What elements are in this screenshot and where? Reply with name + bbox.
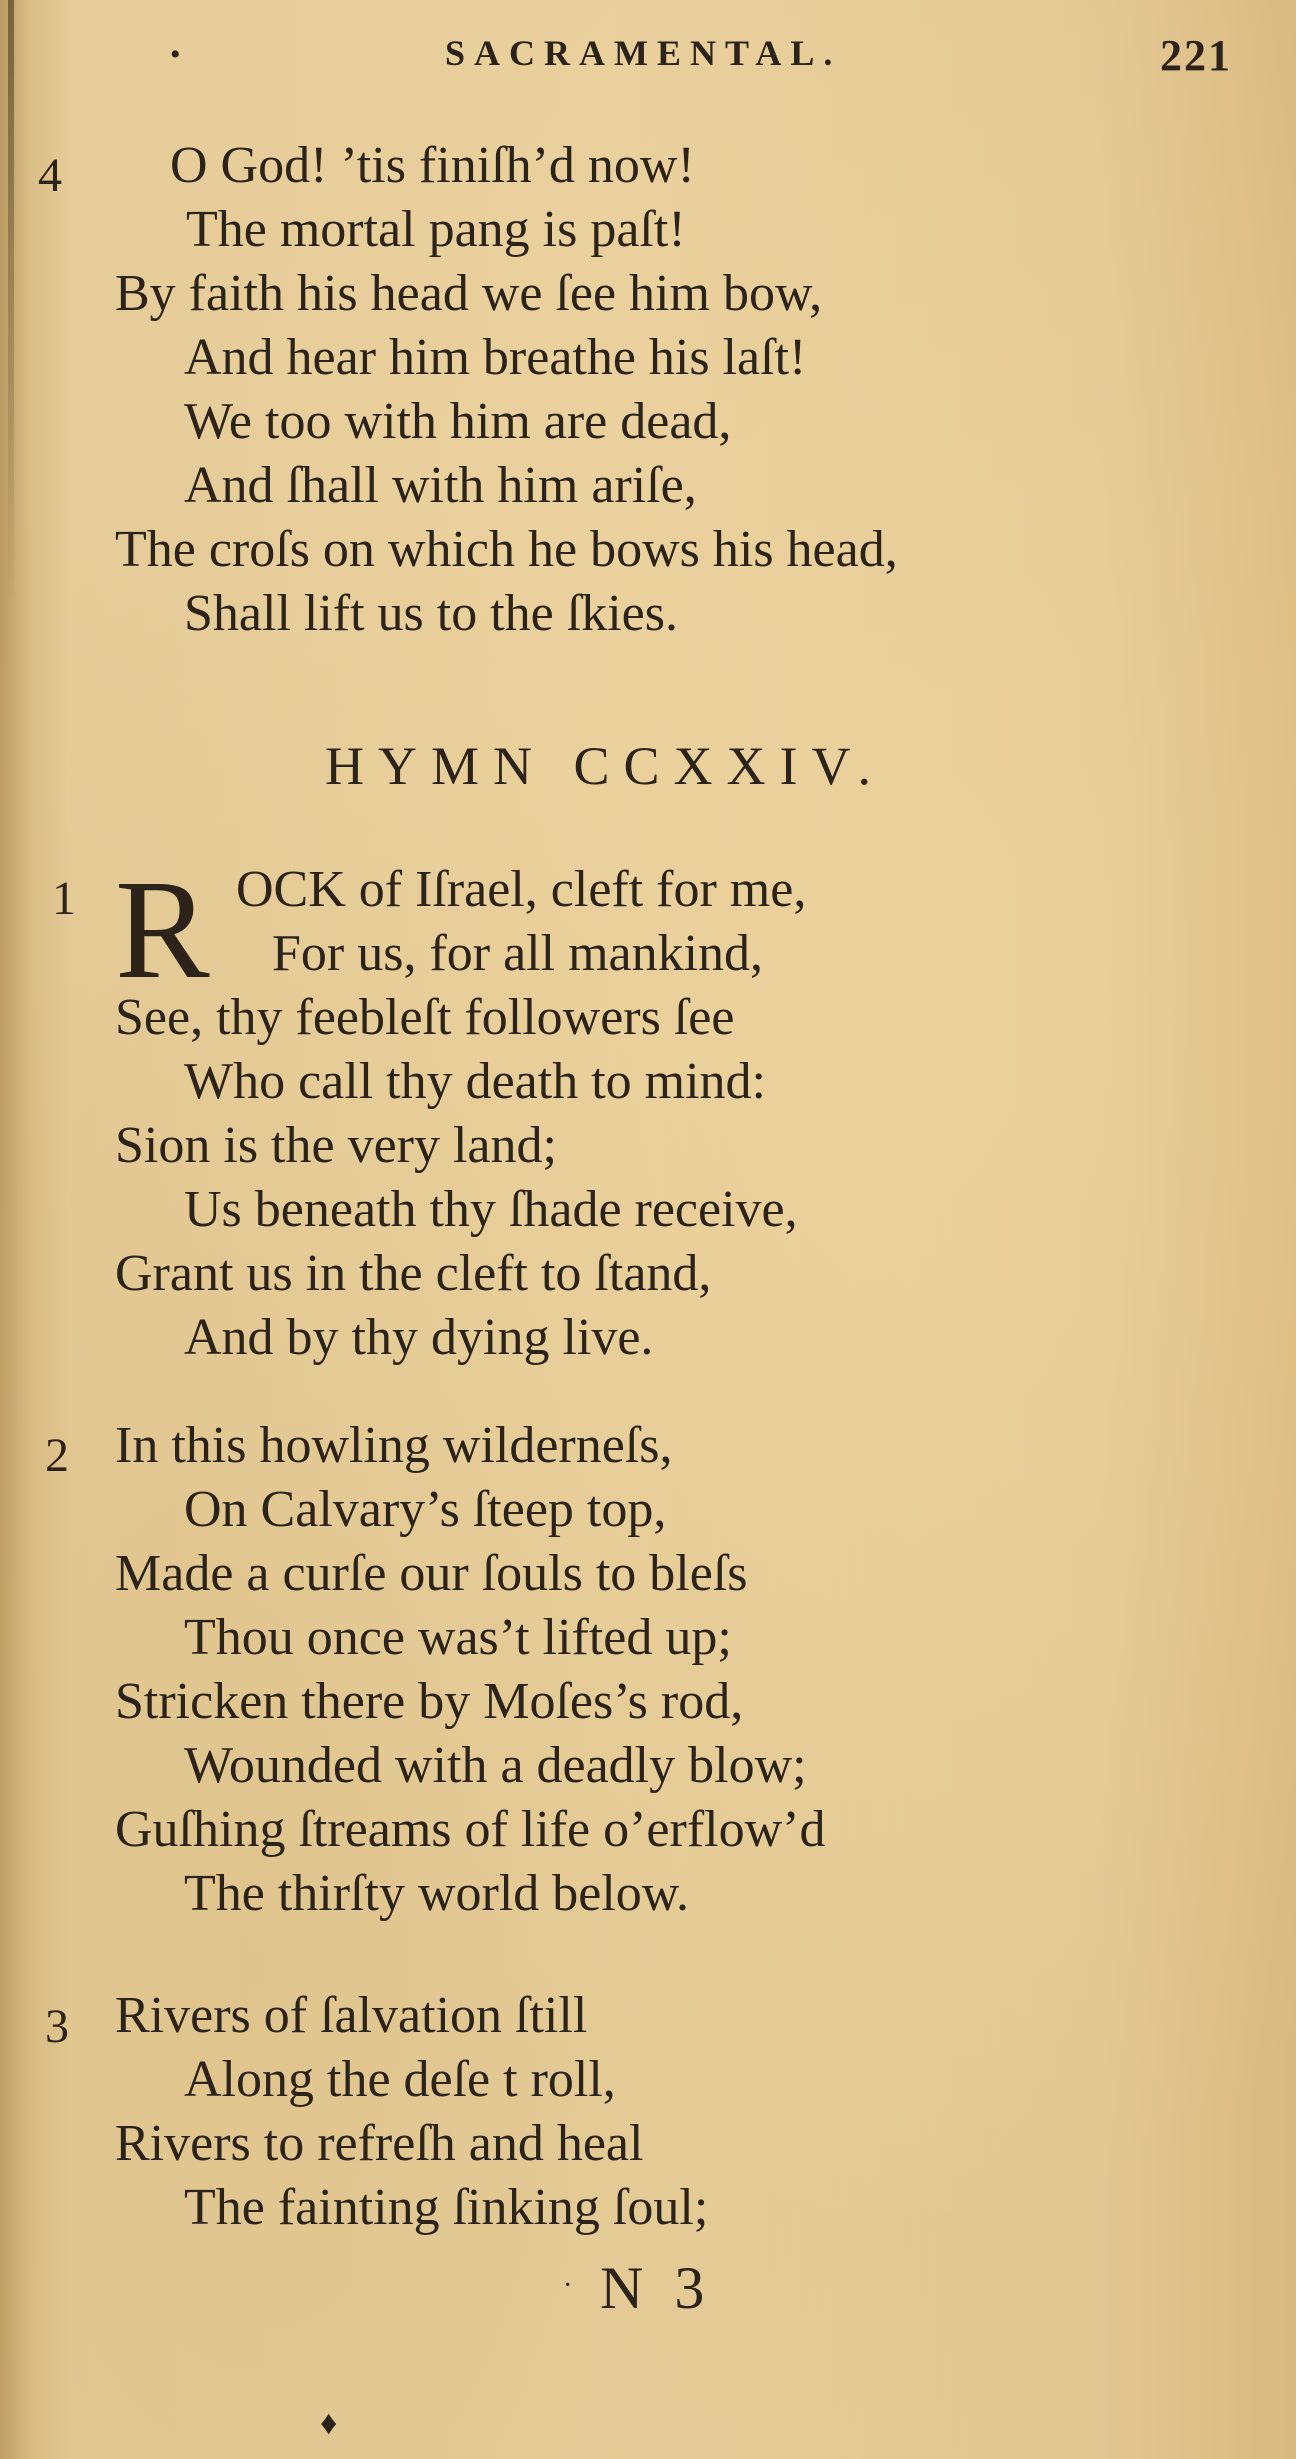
- page-number: 221: [1160, 31, 1232, 80]
- verse-line: Guſhing ſtreams of life o’erflow’d: [115, 1801, 826, 1858]
- running-head: SACRAMENTAL.: [445, 33, 842, 73]
- verse-line: Shall lift us to the ſkies.: [184, 585, 678, 642]
- stanza-number: 3: [45, 2000, 69, 2053]
- verse-line: O God! ’tis finiſh’d now!: [170, 137, 695, 194]
- verse-line: The fainting ſinking ſoul;: [184, 2179, 709, 2236]
- stanza-number: 2: [45, 1429, 69, 1482]
- verse-line: The croſs on which he bows his head,: [115, 521, 898, 578]
- verse-line: Wounded with a deadly blow;: [184, 1737, 807, 1794]
- verse-line: Sion is the very land;: [115, 1117, 557, 1174]
- verse-line: Made a curſe our ſouls to bleſs: [115, 1545, 748, 1602]
- stanza-number: 4: [38, 149, 62, 202]
- verse-line: Grant us in the cleft to ſtand,: [115, 1245, 712, 1302]
- verse-line: Stricken there by Moſes’s rod,: [115, 1673, 744, 1730]
- hymn-title: HYMN CCXXIV.: [325, 736, 886, 796]
- verse-line: See, thy feebleſt followers ſee: [115, 989, 735, 1046]
- verse-line: And by thy dying live.: [184, 1309, 654, 1366]
- footer-dot: ·: [563, 2270, 573, 2301]
- verse-line: On Calvary’s ſteep top,: [184, 1481, 667, 1538]
- verse-line: And hear him breathe his laſt!: [184, 329, 807, 386]
- verse-line: We too with him are dead,: [184, 393, 732, 450]
- verse-line: Along the deſe t roll,: [184, 2051, 616, 2108]
- verse-line: In this howling wilderneſs,: [115, 1417, 673, 1474]
- verse-line: Rivers to refreſh and heal: [115, 2115, 644, 2172]
- header-dot-mark: •: [170, 38, 181, 71]
- verse-line: The thirſty world below.: [184, 1865, 689, 1922]
- verse-line: OCK of Iſrael, cleft for me,: [236, 861, 807, 918]
- verse-line: Us beneath thy ſhade receive,: [184, 1181, 798, 1238]
- page-gutter-shadow: [8, 0, 14, 600]
- verse-line: For us, for all mankind,: [272, 925, 764, 982]
- verse-line: By faith his head we ſee him bow,: [115, 265, 823, 322]
- page-header: [0, 30, 1296, 90]
- verse-line: Thou once was’t lifted up;: [184, 1609, 732, 1666]
- verse-line: Who call thy death to mind:: [184, 1053, 766, 1110]
- verse-line: And ſhall with him ariſe,: [184, 457, 697, 514]
- signature-mark: N 3: [600, 2255, 713, 2321]
- verse-line: Rivers of ſalvation ſtill: [115, 1987, 588, 2044]
- drop-cap: R: [115, 850, 210, 1008]
- stanza-number: 1: [52, 872, 76, 925]
- verse-line: The mortal pang is paſt!: [186, 201, 686, 258]
- bottom-ornament: ♦: [320, 2405, 338, 2442]
